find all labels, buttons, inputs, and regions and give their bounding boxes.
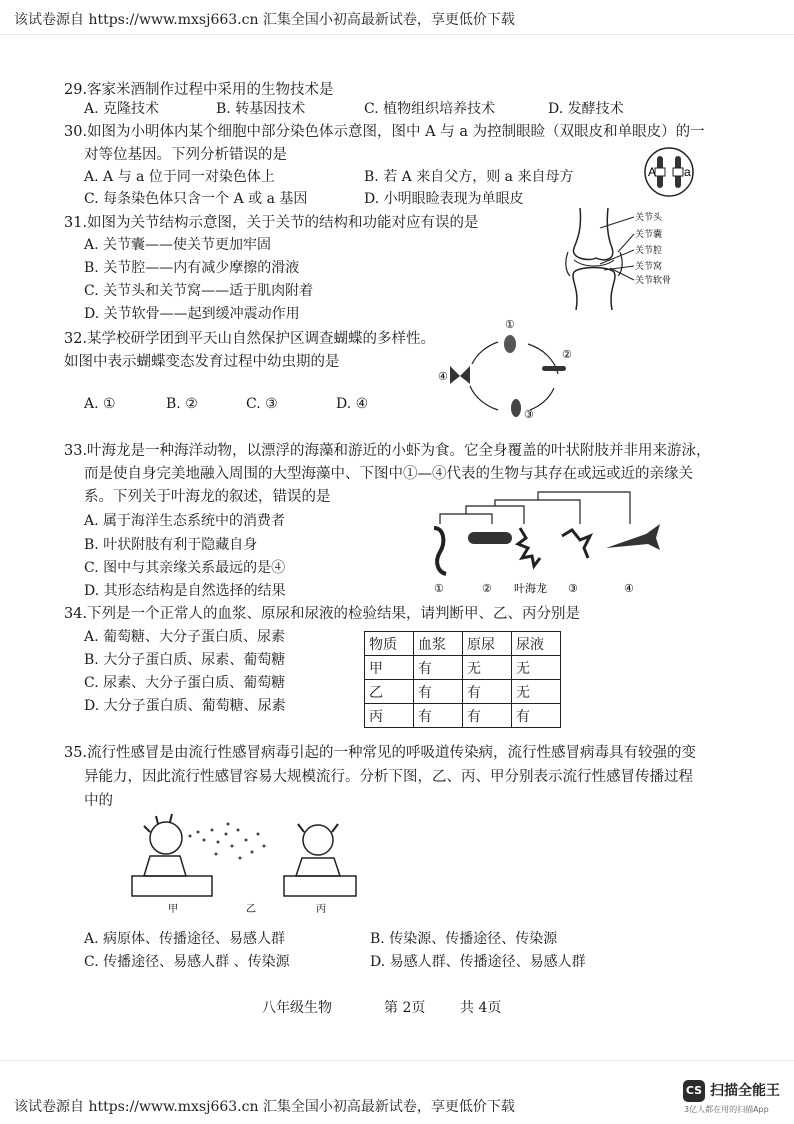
q34-option-a: A. 葡萄糖、大分子蛋白质、尿素 bbox=[84, 629, 286, 645]
table-cell: 丙 bbox=[365, 704, 414, 728]
table-row bbox=[365, 680, 561, 704]
larva-icon bbox=[542, 366, 566, 371]
gene-label-A: A bbox=[648, 165, 657, 179]
table-header: 血浆 bbox=[414, 632, 463, 656]
q34-option-d: D. 大分子蛋白质、葡萄糖、尿素 bbox=[84, 698, 286, 714]
butterfly-icon bbox=[450, 366, 470, 384]
stage-4: ④ bbox=[438, 370, 448, 383]
table-cell: 甲 bbox=[365, 656, 414, 680]
q32-option-d: D. ④ bbox=[336, 396, 369, 412]
desk-right bbox=[284, 876, 356, 896]
q35-stem-line3: 中的 bbox=[84, 793, 113, 809]
stage-2: ② bbox=[562, 348, 572, 361]
q32-stem-line1: 32.某学校研学团到平天山自然保护区调查蝴蝶的多样性。 bbox=[64, 331, 436, 347]
flu-transmission-illustration bbox=[128, 812, 368, 916]
q29-option-c: C. 植物组织培养技术 bbox=[364, 101, 496, 117]
camscanner-tagline: 3亿人都在用的扫描App bbox=[684, 1105, 769, 1114]
q30-stem-line2: 对等位基因。下列分析错误的是 bbox=[84, 147, 287, 163]
desk-left bbox=[132, 876, 212, 896]
q31-stem: 31.如图为关节结构示意图，关于关节的结构和功能对应有误的是 bbox=[64, 215, 479, 231]
q35-option-a: A. 病原体、传播途径、易感人群 bbox=[84, 931, 286, 947]
table-header: 尿液 bbox=[512, 632, 561, 656]
q33-option-c: C. 图中与其亲缘关系最远的是④ bbox=[84, 560, 286, 576]
gene-label-a: a bbox=[684, 165, 691, 179]
tree-label-3: ③ bbox=[568, 582, 578, 595]
table-header: 物质 bbox=[365, 632, 414, 656]
q32-option-b: B. ② bbox=[166, 396, 198, 412]
joint-label-cartilage: 关节软骨 bbox=[635, 276, 672, 286]
leafy-seadragon-icon bbox=[518, 528, 540, 566]
butterfly-lifecycle bbox=[436, 318, 584, 422]
footer-total: 共 4页 bbox=[460, 1000, 502, 1016]
q32-option-c: C. ③ bbox=[246, 396, 278, 412]
joint-label-head: 关节头 bbox=[635, 213, 663, 223]
q33-stem-line3: 系。下列关于叶海龙的叙述，错误的是 bbox=[84, 489, 331, 505]
figure-label-bing: 丙 bbox=[316, 904, 326, 915]
q30-option-d: D. 小明眼睑表现为单眼皮 bbox=[364, 191, 524, 207]
joint-label-capsule: 关节囊 bbox=[635, 230, 663, 240]
q33-option-b: B. 叶状附肢有利于隐藏自身 bbox=[84, 537, 258, 553]
q33-stem-line2: 而是使自身完美地融入周围的大型海藻中、下图中①—④代表的生物与其存在或远或近的亲缘关 bbox=[84, 466, 693, 482]
tree-label-1: ① bbox=[434, 582, 444, 595]
q29-option-d: D. 发酵技术 bbox=[548, 101, 624, 117]
footer-subject: 八年级生物 bbox=[262, 1000, 332, 1016]
table-cell: 无 bbox=[463, 656, 512, 680]
q30-option-a: A. A 与 a 位于同一对染色体上 bbox=[84, 169, 275, 185]
q30-option-c: C. 每条染色体只含一个 A 或 a 基因 bbox=[84, 191, 308, 207]
stage-3: ③ bbox=[524, 408, 534, 421]
figure-label-jia: 甲 bbox=[168, 904, 178, 915]
pipefish-icon bbox=[468, 532, 512, 544]
tree-label-mid: 叶海龙 bbox=[514, 582, 547, 595]
q31-option-d: D. 关节软骨——起到缓冲震动作用 bbox=[84, 306, 300, 322]
q35-option-c: C. 传播途径、易感人群 、传染源 bbox=[84, 954, 290, 970]
table-cell: 有 bbox=[414, 656, 463, 680]
table-row bbox=[365, 656, 561, 680]
table-cell: 有 bbox=[414, 704, 463, 728]
footer-page: 第 2页 bbox=[384, 1000, 426, 1016]
table-header-row bbox=[365, 632, 561, 656]
figure-label-yi: 乙 bbox=[246, 904, 256, 915]
seadragon-relative-icon bbox=[562, 530, 590, 558]
table-cell: 无 bbox=[512, 656, 561, 680]
camscanner-name: 扫描全能王 bbox=[710, 1083, 780, 1099]
camscanner-logo: CS bbox=[683, 1080, 705, 1102]
source-header: 该试卷源自 https://www.mxsj663.cn 汇集全国小初高最新试卷，享更低价下载 bbox=[14, 12, 515, 28]
joint-diagram bbox=[560, 208, 690, 310]
q35-stem-line2: 异能力，因此流行性感冒容易大规模流行。分析下图，乙、丙、甲分别表示流行性感冒传播过程 bbox=[84, 769, 693, 785]
swordfish-icon bbox=[606, 524, 660, 550]
droplets bbox=[189, 823, 266, 860]
table-cell: 乙 bbox=[365, 680, 414, 704]
phylogeny-tree bbox=[420, 488, 668, 596]
table-cell: 无 bbox=[512, 680, 561, 704]
table-cell: 有 bbox=[463, 680, 512, 704]
q29-option-b: B. 转基因技术 bbox=[216, 101, 306, 117]
sneezing-person-icon bbox=[150, 822, 182, 854]
q33-option-d: D. 其形态结构是自然选择的结果 bbox=[84, 583, 286, 599]
q35-option-b: B. 传染源、传播途径、传染源 bbox=[370, 931, 558, 947]
joint-label-socket: 关节窝 bbox=[635, 262, 663, 272]
q29-option-a: A. 克隆技术 bbox=[84, 101, 160, 117]
table-header: 原尿 bbox=[463, 632, 512, 656]
q35-stem-line1: 35.流行性感冒是由流行性感冒病毒引起的一种常见的呼吸道传染病，流行性感冒病毒具有较强的变 bbox=[64, 745, 697, 761]
stage-1: ① bbox=[505, 318, 515, 331]
tree-label-4: ④ bbox=[624, 582, 634, 595]
q30-option-b: B. 若 A 来自父方，则 a 来自母方 bbox=[364, 169, 574, 185]
chromosome-figure bbox=[640, 146, 698, 198]
tree-label-2: ② bbox=[482, 582, 492, 595]
q34-option-b: B. 大分子蛋白质、尿素、葡萄糖 bbox=[84, 652, 286, 668]
q29-stem: 29.客家米酒制作过程中采用的生物技术是 bbox=[64, 82, 334, 98]
q32-option-a: A. ① bbox=[84, 396, 116, 412]
q34-option-c: C. 尿素、大分子蛋白质、葡萄糖 bbox=[84, 675, 286, 691]
egg-icon bbox=[504, 335, 516, 353]
healthy-person-icon bbox=[303, 825, 333, 855]
q31-option-b: B. 关节腔——内有减少摩擦的滑液 bbox=[84, 260, 300, 276]
q35-option-d: D. 易感人群、传播途径、易感人群 bbox=[370, 954, 586, 970]
joint-label-cavity: 关节腔 bbox=[635, 246, 663, 256]
q31-option-c: C. 关节头和关节窝——适于肌肉附着 bbox=[84, 283, 314, 299]
q31-option-a: A. 关节囊——使关节更加牢固 bbox=[84, 237, 272, 253]
urine-test-table bbox=[364, 631, 561, 728]
q33-option-a: A. 属于海洋生态系统中的消费者 bbox=[84, 513, 286, 529]
q34-stem: 34.下列是一个正常人的血浆、原尿和尿液的检验结果，请判断甲、乙、丙分别是 bbox=[64, 606, 581, 622]
q30-stem-line1: 30.如图为小明体内某个细胞中部分染色体示意图，图中 A 与 a 为控制眼睑（双眼皮和单眼皮）的一 bbox=[64, 124, 705, 140]
source-footer: 该试卷源自 https://www.mxsj663.cn 汇集全国小初高最新试卷，享更低价下载 bbox=[14, 1099, 515, 1115]
table-row bbox=[365, 704, 561, 728]
q32-stem-line2: 如图中表示蝴蝶变态发育过程中幼虫期的是 bbox=[64, 354, 340, 370]
table-cell: 有 bbox=[414, 680, 463, 704]
q33-stem-line1: 33.叶海龙是一种海洋动物，以漂浮的海藻和游近的小虾为食。它全身覆盖的叶状附肢并非用来游泳， bbox=[64, 443, 711, 459]
seahorse-icon bbox=[434, 528, 446, 574]
table-cell: 有 bbox=[512, 704, 561, 728]
pupa-icon bbox=[511, 399, 521, 417]
table-cell: 有 bbox=[463, 704, 512, 728]
